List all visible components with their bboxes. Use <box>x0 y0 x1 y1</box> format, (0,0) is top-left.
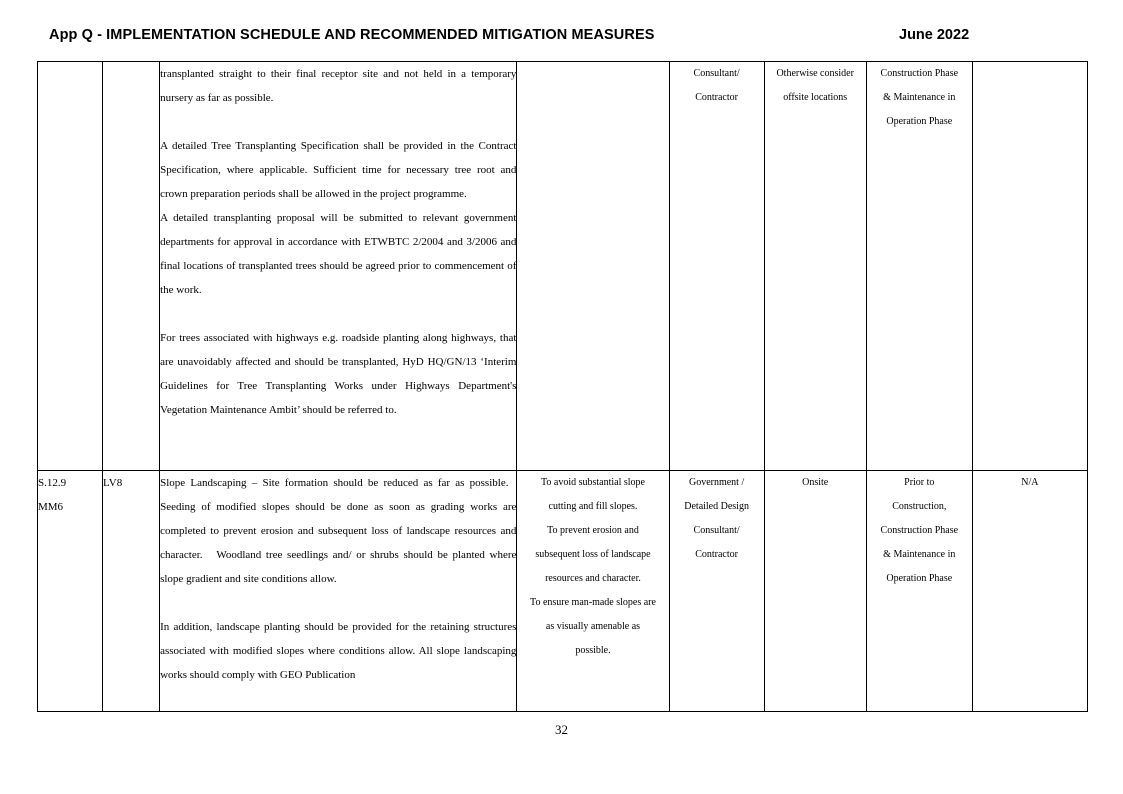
mitigation-schedule-table <box>37 61 1088 712</box>
objectives-text: as visually amenable as <box>545 621 641 632</box>
table-body <box>38 62 1088 712</box>
timing-text: Prior to <box>904 477 935 488</box>
measure-paragraph: A detailed Tree Transplanting Specification shall be provided in the Contract Specification, where applicable. Sufficient time for necessary tree root and crown preparation periods shall be allowed in the project programme. <box>160 140 517 200</box>
ref-text: MM6 <box>38 501 64 513</box>
ref-text: S.12.9 <box>38 477 67 489</box>
table-row <box>38 471 1088 712</box>
timing-text: & Maintenance in <box>883 92 956 103</box>
cell-location <box>764 471 866 712</box>
cell-objectives <box>517 471 669 712</box>
objectives-text: To ensure man-made slopes are <box>530 597 656 608</box>
objectives-text: possible. <box>575 645 611 656</box>
location-text: Otherwise consider <box>776 68 854 79</box>
agent-text: Government / <box>688 477 745 488</box>
paragraph-spacer <box>160 591 516 615</box>
timing-text: Operation Phase <box>886 116 953 127</box>
cell-measure <box>160 471 517 712</box>
paragraph-spacer <box>160 110 516 134</box>
requirements-text: N/A <box>1021 477 1039 488</box>
cell-timing <box>866 62 972 471</box>
measure-paragraph: Slope Landscaping – Site formation should be reduced as far as possible. Seeding of modified slopes should be done as soon as grading works are completed to prevent erosion and subsequent loss of landscape resources and character. Woodland tree seedlings and/ or shrubs should be planted where slope gradient and site conditions allow. <box>160 477 517 585</box>
table-row <box>38 62 1088 471</box>
agent-text: Contractor <box>695 92 738 103</box>
location-text: Onsite <box>802 477 829 488</box>
measure-paragraph: A detailed transplanting proposal will be submitted to relevant government departments for approval in accordance with ETWBTC 2/2004 and 3/2006 and final locations of transplanted trees should be agreed prior to commencement of the work. <box>160 212 517 296</box>
agent-text: Consultant/ <box>693 68 740 79</box>
cell-id <box>103 62 160 471</box>
timing-text: & Maintenance in <box>883 549 956 560</box>
document-title: App Q - IMPLEMENTATION SCHEDULE AND RECOMMENDED MITIGATION MEASURES <box>49 27 655 43</box>
timing-text: Construction, <box>892 501 947 512</box>
objectives-text: subsequent loss of landscape <box>535 549 651 560</box>
cell-agent <box>669 62 764 471</box>
agent-text: Consultant/ <box>693 525 740 536</box>
cell-measure <box>160 62 517 471</box>
cell-id <box>103 471 160 712</box>
measure-paragraph: In addition, landscape planting should be provided for the retaining structures associated with modified slopes where conditions allow. All slope landscaping works should comply with GEO Publication <box>160 621 517 681</box>
cell-ref <box>38 471 103 712</box>
timing-text: Operation Phase <box>886 573 953 584</box>
agent-text: Contractor <box>695 549 738 560</box>
timing-text: Construction Phase <box>880 68 959 79</box>
cell-requirements <box>972 62 1087 471</box>
measure-paragraph: For trees associated with highways e.g. roadside planting along highways, that are unavoidably affected and should be transplanted, HyD HQ/GN/13 ‘Interim Guidelines for Tree Transplanting Works under Highways Department's Vegetation Maintenance Ambit’ should be referred to. <box>160 332 517 416</box>
location-text: offsite locations <box>783 92 848 103</box>
document-date: June 2022 <box>899 27 970 43</box>
objectives-text: resources and character. <box>545 573 641 584</box>
cell-requirements <box>972 471 1087 712</box>
id-text: LV8 <box>103 477 123 489</box>
cell-objectives <box>517 62 669 471</box>
objectives-text: To avoid substantial slope <box>540 477 645 488</box>
objectives-text: cutting and fill slopes. <box>548 501 638 512</box>
cell-ref <box>38 62 103 471</box>
agent-text: Detailed Design <box>684 501 749 512</box>
paragraph-spacer <box>160 302 516 326</box>
measure-paragraph: transplanted straight to their final receptor site and not held in a temporary nursery as far as possible. <box>160 68 517 104</box>
cell-timing <box>866 471 972 712</box>
objectives-text: To prevent erosion and <box>547 525 639 536</box>
cell-agent <box>669 471 764 712</box>
page-number: 32 <box>555 722 568 737</box>
cell-location <box>764 62 866 471</box>
timing-text: Construction Phase <box>880 525 959 536</box>
